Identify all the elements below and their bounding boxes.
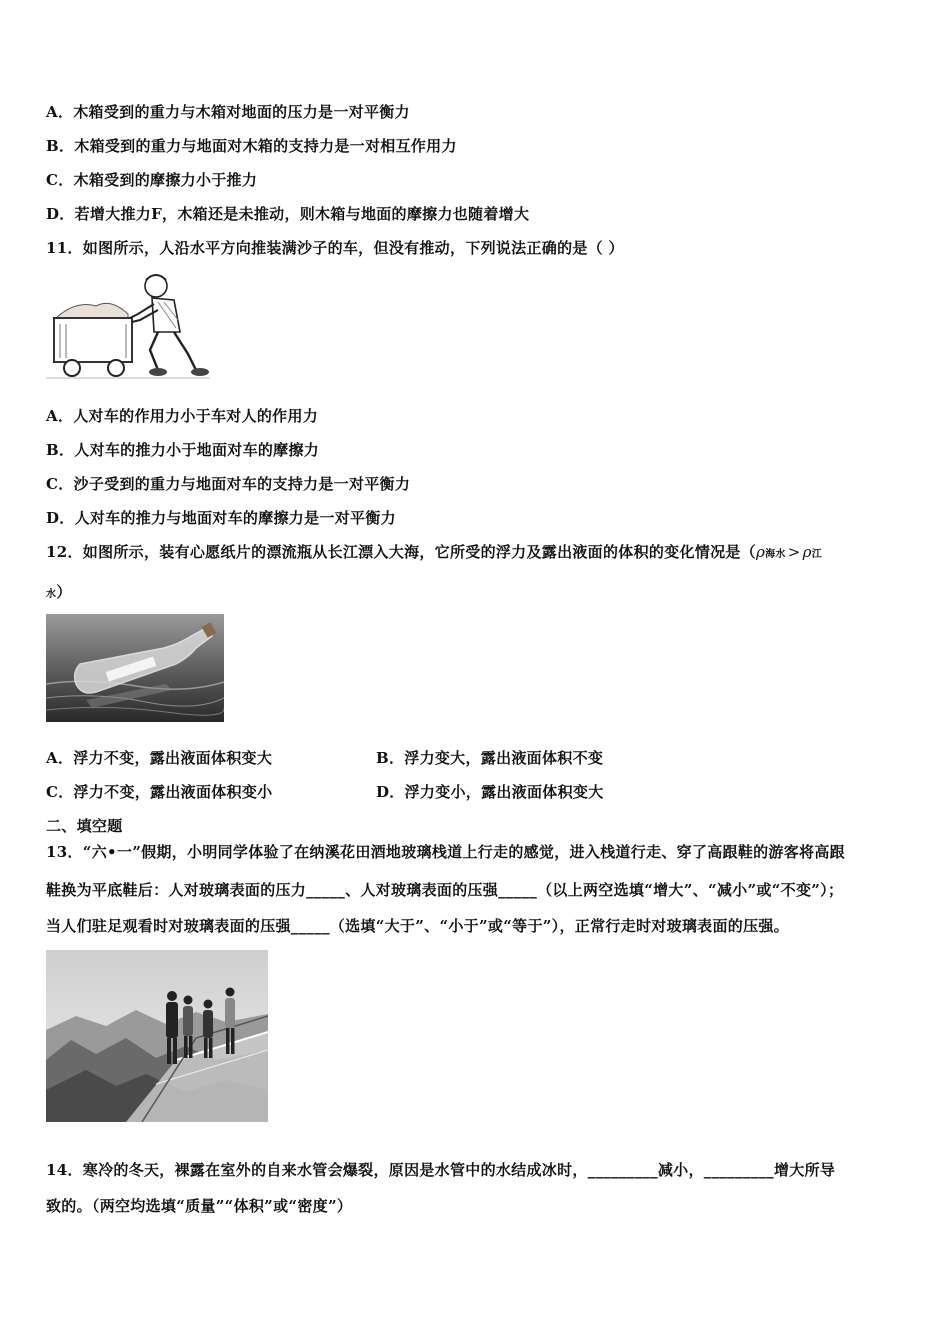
q13-figure-glass-walkway <box>46 950 268 1122</box>
q12-close-paren: ） <box>56 583 72 601</box>
rho-river-subscript-cont: 水 <box>46 589 57 600</box>
q12-stem-text: 12．如图所示，装有心愿纸片的漂流瓶从长江漂入大海，它所受的浮力及露出液面的体积的变化情况是（ <box>46 543 756 561</box>
q10-option-d: D．若增大推力F，木箱还是未推动，则木箱与地面的摩擦力也随着增大 <box>46 205 530 223</box>
rho-sea-subscript: 海水 <box>765 549 786 560</box>
q12-stem-continued <box>46 582 72 605</box>
q11-option-a: A．人对车的作用力小于车对人的作用力 <box>46 407 319 425</box>
section-title-fill-in: 二、填空题 <box>46 817 123 835</box>
q10-option-a: A．木箱受到的重力与木箱对地面的压力是一对平衡力 <box>46 103 410 121</box>
q11-option-d: D．人对车的推力与地面对车的摩擦力是一对平衡力 <box>46 509 396 527</box>
q12-option-d: D．浮力变小，露出液面体积变大 <box>376 783 604 801</box>
rho-river-subscript: 江 <box>811 549 823 560</box>
q14-line-1: 14．寒冷的冬天，裸露在室外的自来水管会爆裂，原因是水管中的水结成冰时，_________减小，_________增大所导 <box>46 1161 836 1179</box>
q10-option-c: C．木箱受到的摩擦力小于推力 <box>46 171 258 189</box>
q12-option-a: A．浮力不变，露出液面体积变大 <box>46 749 273 767</box>
q12-option-c: C．浮力不变，露出液面体积变小 <box>46 783 273 801</box>
q11-stem: 11．如图所示，人沿水平方向推装满沙子的车，但没有推动，下列说法正确的是（ ） <box>46 239 624 257</box>
q13-line-1: 13．“六•一”假期，小明同学体验了在纳溪花田酒地玻璃栈道上行走的感觉，进入栈道行走、穿了高跟鞋的游客将高跟 <box>46 843 845 861</box>
rho-river: ρ <box>802 543 812 561</box>
greater-than: > <box>787 543 801 561</box>
q14-line-2: 致的。（两空均选填“质量”“体积”或“密度”） <box>46 1197 353 1215</box>
q13-line-2: 鞋换为平底鞋后：人对玻璃表面的压力_____、人对玻璃表面的压强_____（以上两空选填“增大”、“减小”或“不变”）； <box>46 881 844 899</box>
q10-option-b: B．木箱受到的重力与地面对木箱的支持力是一对相互作用力 <box>46 137 457 155</box>
q11-option-c: C．沙子受到的重力与地面对车的支持力是一对平衡力 <box>46 475 411 493</box>
q11-figure-boy-pushing-cart <box>46 270 210 382</box>
q11-option-b: B．人对车的推力小于地面对车的摩擦力 <box>46 441 320 459</box>
q13-line-3: 当人们驻足观看时对玻璃表面的压强_____（选填“大于”、“小于”或“等于”），正常行走时对玻璃表面的压强。 <box>46 917 789 935</box>
q12-option-b: B．浮力变大，露出液面体积不变 <box>376 749 604 767</box>
rho-sea: ρ <box>755 543 766 561</box>
q12-figure-drift-bottle <box>46 614 224 722</box>
q12-stem <box>46 542 822 565</box>
